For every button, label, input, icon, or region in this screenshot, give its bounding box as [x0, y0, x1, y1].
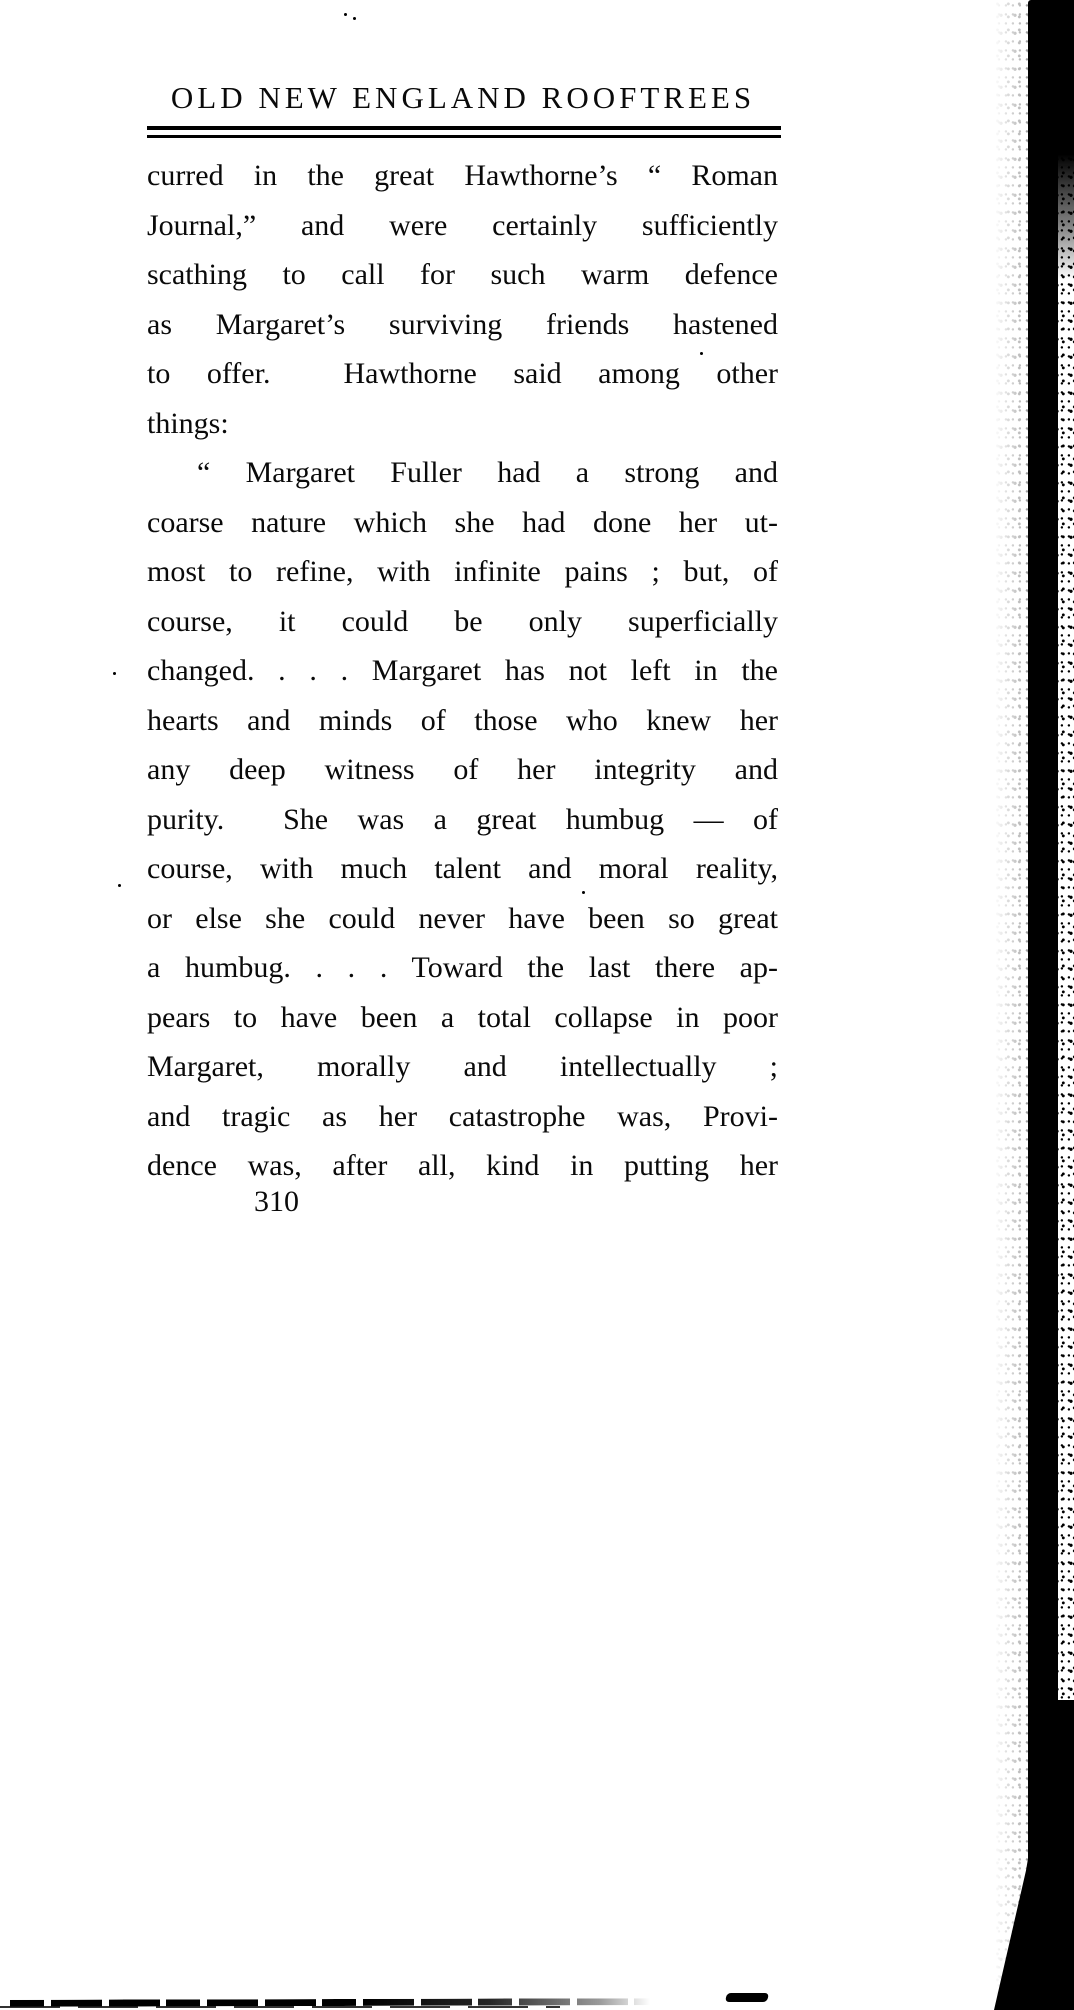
- scan-gutter-top: [1054, 0, 1074, 280]
- page-text: [147, 151, 778, 1191]
- text-line: “ Margaret Fuller had a strong and: [197, 456, 778, 489]
- scan-speck: [700, 352, 703, 355]
- text-line: or else she could never have been so great: [147, 901, 778, 935]
- text-line: and tragic as her catastrophe was, Provi-: [147, 1099, 778, 1133]
- scan-speck: [353, 17, 356, 20]
- header-double-rule: [147, 126, 781, 138]
- scan-speck: [582, 891, 585, 894]
- scan-speck: [118, 884, 121, 887]
- text-line: changed. . . . Margaret has not left in the: [147, 654, 778, 687]
- text-line: scathing to call for such warm defence: [147, 258, 778, 291]
- scan-gutter-artifact: [994, 0, 1074, 2010]
- text-line: curred in the great Hawthorne’s “ Roman: [147, 159, 778, 192]
- text-line: Journal,” and were certainly sufficiently: [147, 208, 778, 242]
- text-line: dence was, after all, kind in putting her: [147, 1149, 778, 1182]
- text-line: a humbug. . . . Toward the last there ap-: [147, 951, 778, 984]
- text-line: course, it could be only superficially: [147, 604, 778, 638]
- text-line: purity. She was a great humbug — of: [147, 802, 778, 836]
- text-line: Margaret, morally and intellectually ;: [147, 1050, 778, 1083]
- text-line: any deep witness of her integrity and: [147, 753, 778, 786]
- text-line: course, with much talent and moral reality,: [147, 852, 778, 885]
- text-line: things:: [147, 406, 229, 440]
- text-line: most to refine, with infinite pains ; but, of: [147, 555, 778, 588]
- text-line: as Margaret’s surviving friends hastened: [147, 307, 778, 341]
- text-line: coarse nature which she had done her ut-: [147, 505, 778, 539]
- scan-bottom-blob: [725, 1993, 769, 2002]
- text-line: pears to have been a total collapse in poor: [147, 1000, 778, 1034]
- running-head: OLD NEW ENGLAND ROOFTREES: [170, 80, 756, 115]
- text-line: to offer. Hawthorne said among other: [147, 357, 778, 390]
- scan-speck: [113, 672, 116, 675]
- page-number: 310: [254, 1185, 299, 1218]
- text-line: hearts and minds of those who knew her: [147, 703, 778, 737]
- scan-bottom-edge-thin: [0, 2006, 560, 2008]
- scan-speck: [344, 13, 347, 16]
